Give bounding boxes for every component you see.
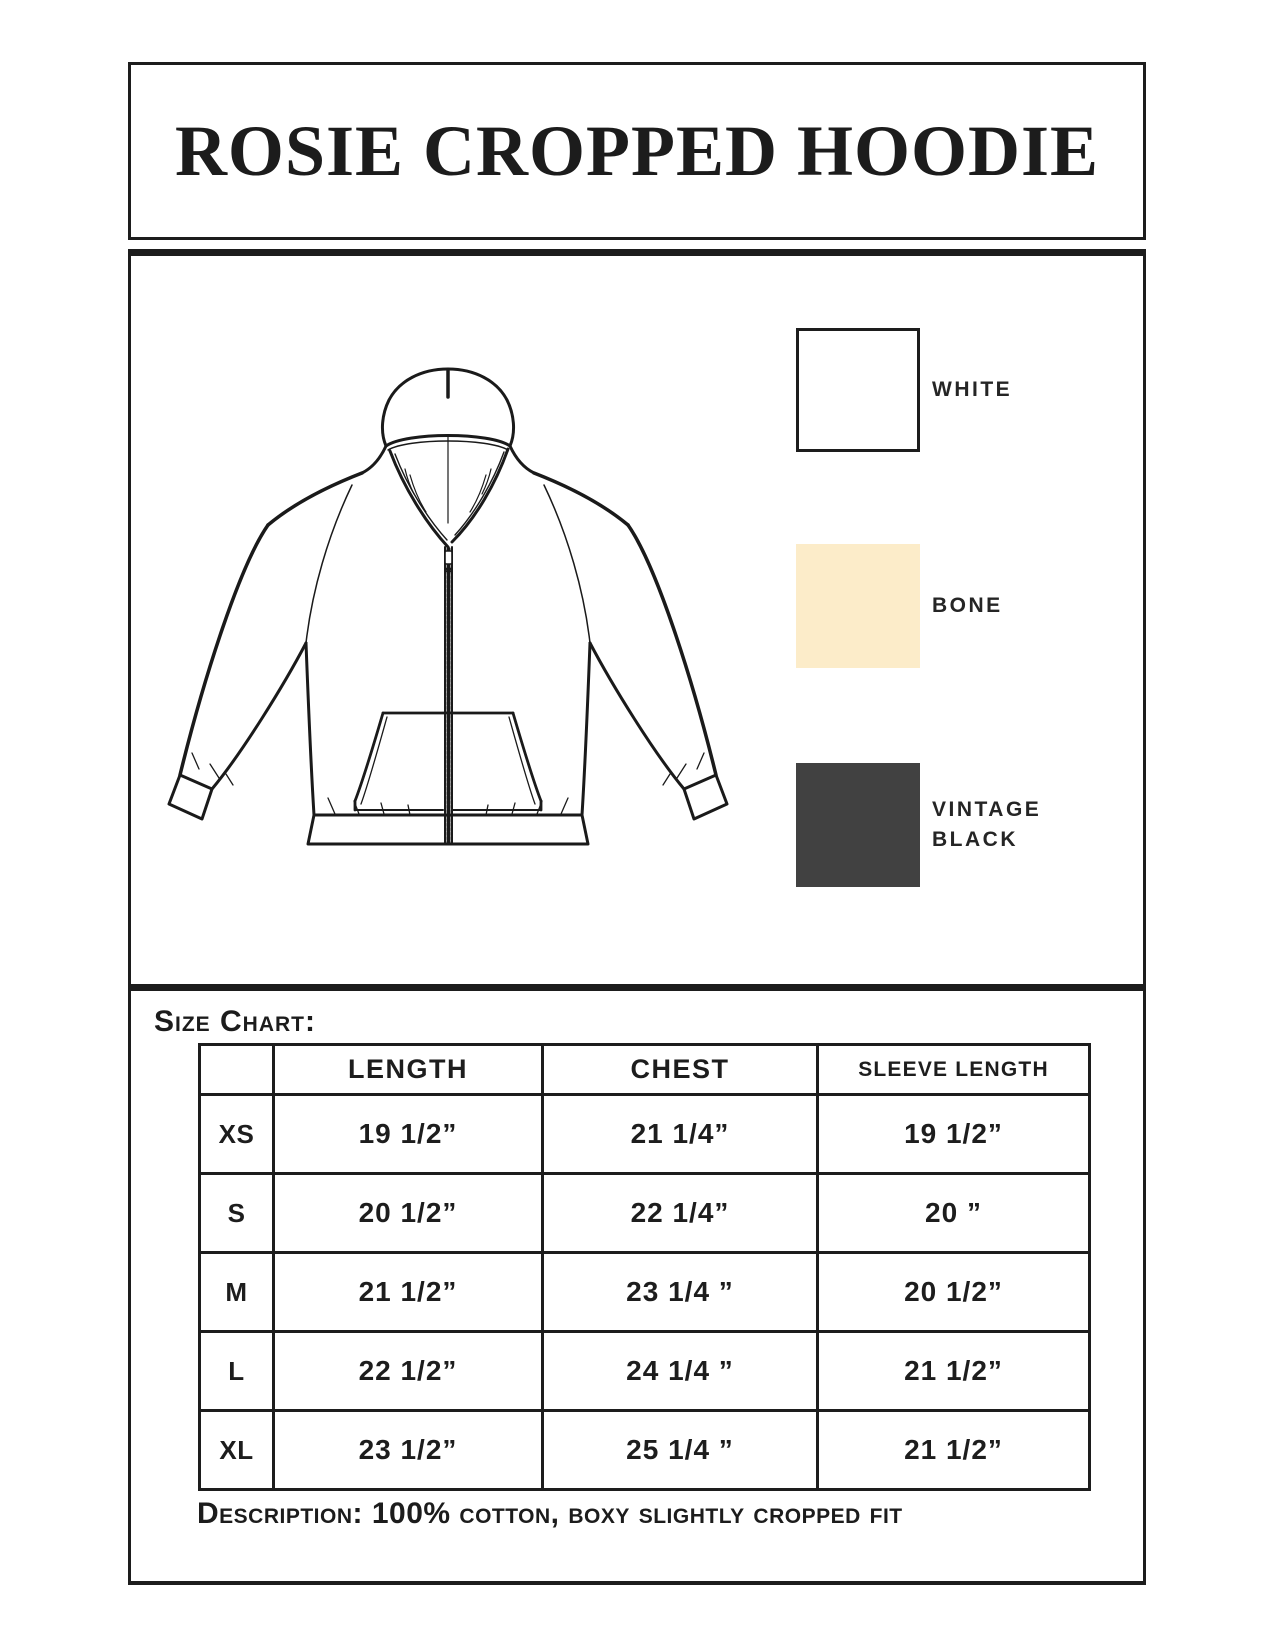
table-row-xs — [200, 1095, 1090, 1174]
spec-sheet — [128, 62, 1146, 1585]
size-label: L — [200, 1332, 274, 1411]
length-value: 22 1/2” — [274, 1332, 543, 1411]
hoodie-illustration — [156, 355, 746, 860]
chest-value: 22 1/4” — [543, 1174, 818, 1253]
bone-swatch — [796, 544, 920, 668]
vintage-black-swatch — [796, 763, 920, 887]
bone-swatch-label: BONE — [932, 593, 1003, 617]
size-chart-heading: Size Chart: — [154, 1005, 316, 1038]
size-chart-table — [198, 1043, 1091, 1491]
table-row-xl — [200, 1411, 1090, 1490]
chest-value: 25 1/4 ” — [543, 1411, 818, 1490]
table-row-s — [200, 1174, 1090, 1253]
product-title: ROSIE CROPPED HOODIE — [174, 110, 1100, 191]
length-value: 19 1/2” — [274, 1095, 543, 1174]
chest-value: 24 1/4 ” — [543, 1332, 818, 1411]
table-row-m — [200, 1253, 1090, 1332]
header-cell-chest: CHEST — [543, 1045, 818, 1095]
sleeve-value: 19 1/2” — [818, 1095, 1090, 1174]
sleeve-value: 20 ” — [818, 1174, 1090, 1253]
size-label: XL — [200, 1411, 274, 1490]
chest-value: 23 1/4 ” — [543, 1253, 818, 1332]
colorway-bone — [796, 544, 1072, 668]
sleeve-value: 21 1/2” — [818, 1332, 1090, 1411]
header-cell-blank — [200, 1045, 274, 1095]
sleeve-value: 20 1/2” — [818, 1253, 1090, 1332]
vintage-black-swatch-label: VINTAGE BLACK — [932, 797, 1042, 851]
size-label: M — [200, 1253, 274, 1332]
size-chart-section — [128, 991, 1146, 1585]
product-description: Description: 100% cotton, boxy slightly cropped fit — [197, 1497, 903, 1530]
length-value: 20 1/2” — [274, 1174, 543, 1253]
colorway-white — [796, 328, 1072, 452]
size-label: XS — [200, 1095, 274, 1174]
chest-value: 21 1/4” — [543, 1095, 818, 1174]
length-value: 21 1/2” — [274, 1253, 543, 1332]
size-label: S — [200, 1174, 274, 1253]
sleeve-value: 21 1/2” — [818, 1411, 1090, 1490]
header-cell-sleeve-length: SLEEVE LENGTH — [818, 1045, 1090, 1095]
illustration-section — [128, 249, 1146, 991]
title-section — [128, 62, 1146, 240]
hoodie-flat-sketch-svg — [156, 355, 746, 860]
table-header-row — [200, 1045, 1090, 1095]
length-value: 23 1/2” — [274, 1411, 543, 1490]
white-swatch-label: WHITE — [932, 377, 1013, 401]
header-cell-length: LENGTH — [274, 1045, 543, 1095]
section-divider-gap — [128, 240, 1146, 249]
white-swatch — [796, 328, 920, 452]
table-row-l — [200, 1332, 1090, 1411]
colorway-vintage-black — [796, 763, 1072, 887]
